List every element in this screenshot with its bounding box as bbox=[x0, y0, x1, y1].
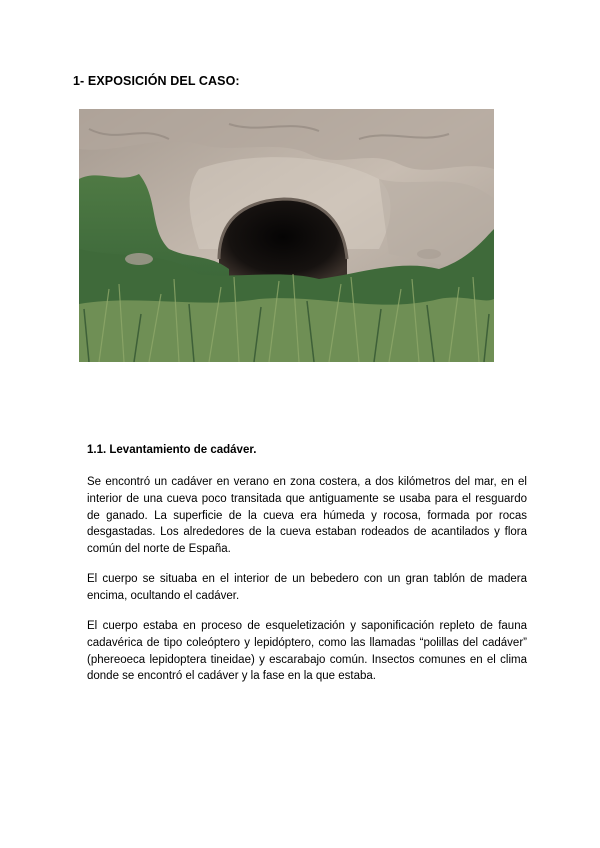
cave-entrance-photo bbox=[79, 109, 494, 362]
paragraph-decomposition: El cuerpo estaba en proceso de esqueletización y saponificación repleto de fauna cadavérica de tipo coleóptero y lepidóptero, como las llamadas “polillas del cadáver” (phereoeca lepidoptera tineidae) y escarabajo común. Insectos comunes en el clima donde se encontró el cadáver y la fase en la que estaba. bbox=[87, 620, 527, 683]
paragraph-body-location: El cuerpo se situaba en el interior de un bebedero con un gran tablón de madera encima, ocultando el cadáver. bbox=[87, 573, 527, 602]
subsection-heading: 1.1. Levantamiento de cadáver. bbox=[87, 444, 257, 456]
section-heading: 1- EXPOSICIÓN DEL CASO: bbox=[73, 74, 240, 88]
paragraph-cave-description: Se encontró un cadáver en verano en zona costera, a dos kilómetros del mar, en el interior de una cueva poco transitada que antiguamente se usaba para el resguardo de ganado. La superficie de la cueva era húmeda y rocosa, formada por rocas desgastadas. Los alrededores de la cueva estaban rodeados de acantilados y flora común del norte de España. bbox=[87, 476, 527, 556]
